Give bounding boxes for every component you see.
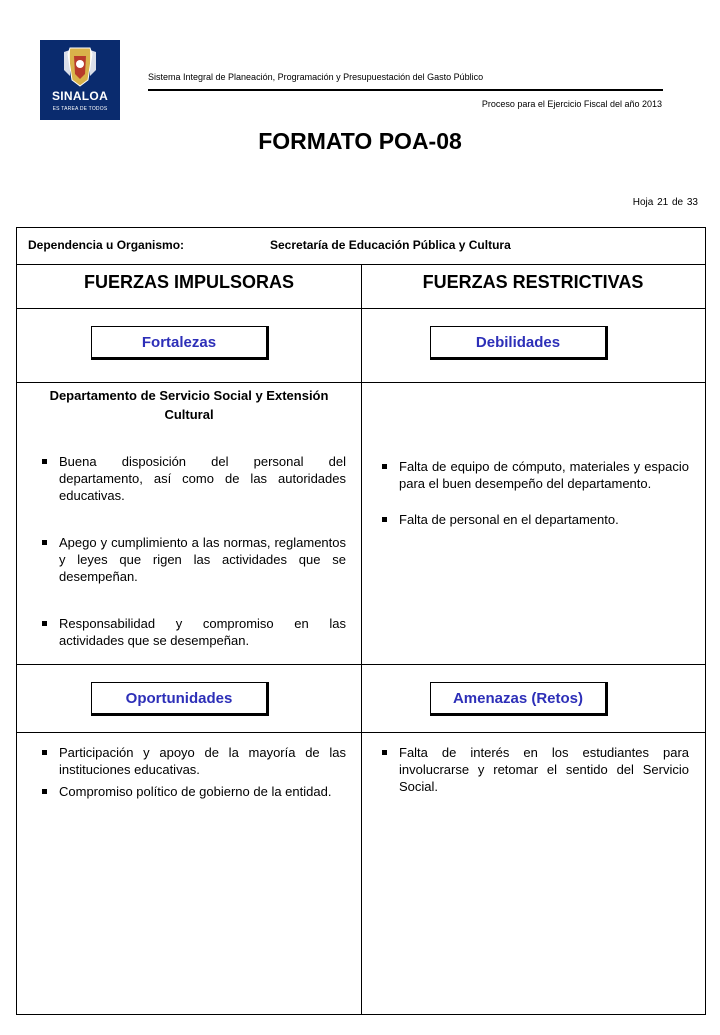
dependency-value: Secretaría de Educación Pública y Cultura — [270, 238, 511, 252]
strengths-list — [39, 453, 346, 649]
list-item: Falta de personal en el departamento. — [379, 511, 689, 528]
strengths-label: Fortalezas — [91, 326, 269, 360]
list-item: Responsabilidad y compromiso en las actividades que se desempeñan. — [39, 615, 346, 649]
sinaloa-logo — [40, 40, 120, 120]
restraining-forces-heading: FUERZAS RESTRICTIVAS — [422, 272, 644, 292]
logo-name: SINALOA — [51, 89, 109, 103]
weaknesses-label: Debilidades — [430, 326, 608, 360]
process-label: Proceso para el Ejercicio Fiscal del año 2013 — [481, 99, 662, 109]
department-title: Departamento de Servicio Social y Extensión Cultural — [49, 388, 329, 422]
dependency-label: Dependencia u Organismo: — [28, 238, 185, 252]
header-rule — [148, 89, 663, 91]
opportunities-label: Oportunidades — [91, 682, 269, 716]
list-item: Falta de equipo de cómputo, materiales y espacio para el buen desempeño del departamento. — [379, 458, 689, 492]
threats-list — [379, 744, 689, 795]
format-title: FORMATO POA-08 — [258, 128, 462, 154]
opportunities-list — [39, 744, 346, 800]
page-count: Hoja 21 de 33 — [632, 197, 698, 208]
list-item: Participación y apoyo de la mayoría de las instituciones educativas. — [39, 744, 346, 778]
driving-forces-heading: FUERZAS IMPULSORAS — [83, 272, 294, 292]
column-divider — [361, 264, 362, 1014]
list-item: Falta de interés en los estudiantes para involucrarse y retomar el sentido del Servicio Social. — [379, 744, 689, 795]
system-title: Sistema Integral de Planeación, Programación y Presupuestación del Gasto Público — [148, 72, 484, 82]
list-item: Buena disposición del personal del departamento, así como de las autoridades educativas. — [39, 453, 346, 504]
threats-label: Amenazas (Retos) — [430, 682, 608, 716]
list-item: Compromiso político de gobierno de la entidad. — [39, 783, 346, 800]
list-item: Apego y cumplimiento a las normas, reglamentos y leyes que rigen las actividades que se desempeñan. — [39, 534, 346, 585]
swot-table — [16, 227, 706, 1015]
logo-tagline: ES TAREA DE TODOS — [52, 106, 108, 112]
weaknesses-list — [379, 458, 689, 528]
